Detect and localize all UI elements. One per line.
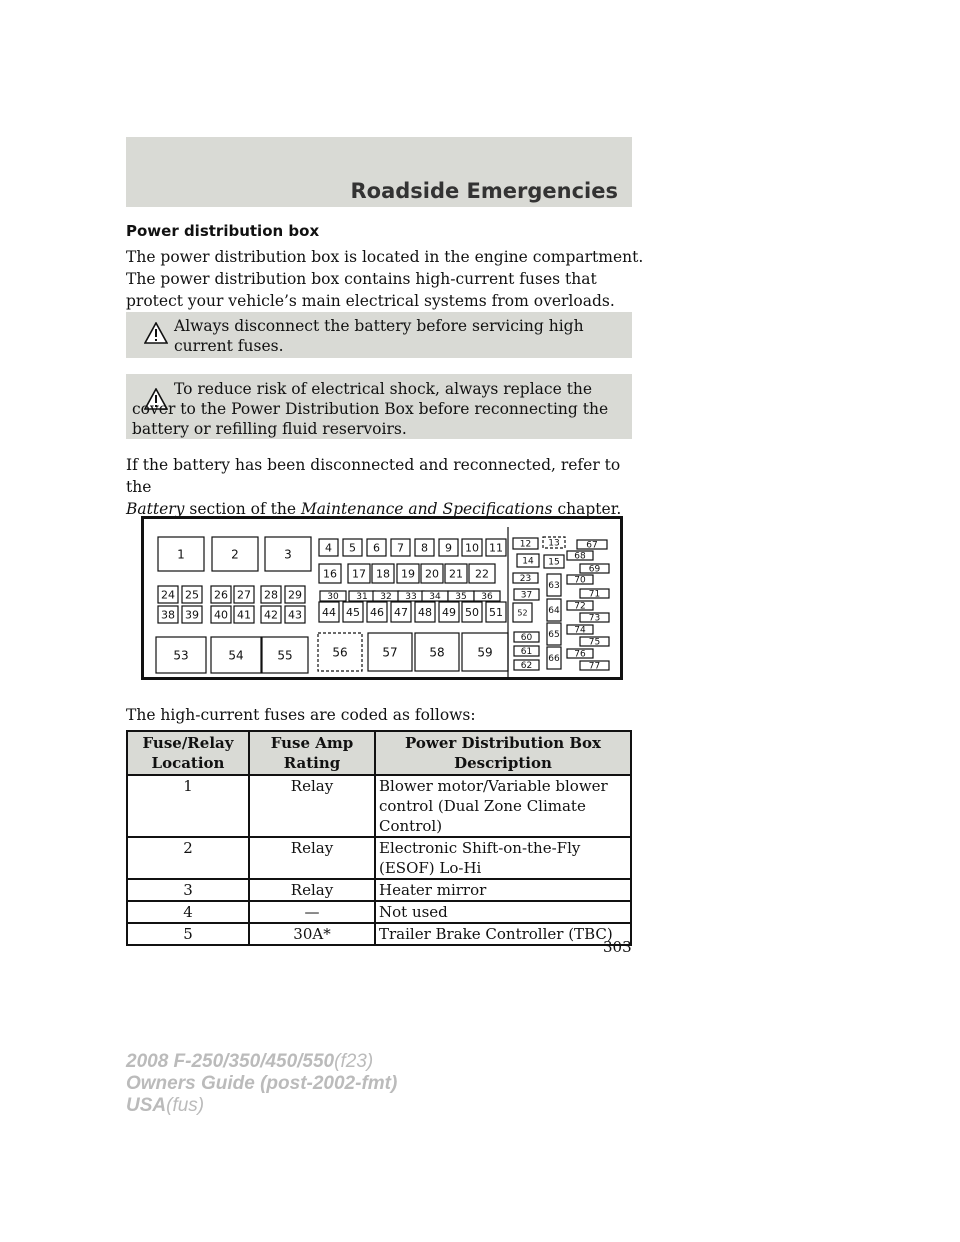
table-row [127, 837, 631, 879]
table-row [127, 879, 631, 901]
fuse-label: 48 [418, 605, 432, 619]
fuse-label: 71 [588, 589, 601, 600]
fuse-label: 14 [522, 556, 534, 567]
cell-rating: Relay [249, 775, 375, 837]
fuse-label: 43 [288, 608, 302, 622]
cell-description: Electronic Shift-on-the-Fly (ESOF) Lo-Hi [375, 837, 631, 879]
warning-triangle-icon [144, 322, 168, 344]
fuse-label: 54 [228, 648, 244, 663]
footer-market: USA [126, 1095, 167, 1116]
fuse-label: 73 [588, 613, 601, 624]
footer-market-code: (fus) [166, 1095, 205, 1116]
cell-rating: Relay [249, 837, 375, 879]
fuse-label: 65 [548, 630, 560, 641]
fuse-label: 8 [421, 541, 428, 555]
battery-note-before: If the battery has been disconnected and reconnected, refer to the [126, 456, 621, 496]
fuse-label: 77 [588, 661, 601, 672]
fuse-label: 5 [349, 541, 356, 555]
cell-location: 3 [127, 879, 249, 901]
fuse-label: 49 [442, 605, 456, 619]
fuse-label: 26 [214, 588, 228, 602]
footer-model-code: (f23) [334, 1051, 374, 1072]
cell-description: Heater mirror [375, 879, 631, 901]
header-rating: Fuse Amp Rating [249, 731, 375, 775]
fuse-label: 23 [519, 574, 532, 585]
fuse-label: 4 [325, 541, 332, 555]
fuse-label: 46 [370, 605, 384, 619]
header-description: Power Distribution Box Description [375, 731, 631, 775]
fuse-label: 53 [173, 648, 189, 663]
battery-ref: Battery [126, 500, 185, 518]
fuse-label: 22 [475, 567, 489, 581]
fuse-label: 57 [382, 645, 398, 660]
cell-location: 2 [127, 837, 249, 879]
fuse-label: 10 [465, 541, 479, 555]
chapter-ref: Maintenance and Specifications [300, 500, 553, 518]
fuse-label: 51 [489, 605, 503, 619]
fuse-label: 25 [185, 588, 199, 602]
battery-note-middle: section of the [189, 500, 296, 518]
fuse-label: 1 [177, 547, 185, 562]
fuse-label: 33 [405, 592, 417, 603]
warning-text-1: Always disconnect the battery before servicing high current fuses. [174, 317, 584, 355]
fuse-label: 52 [517, 608, 528, 618]
cell-description: Trailer Brake Controller (TBC) [375, 923, 631, 945]
footer-model: 2008 F-250/350/450/550 [126, 1051, 335, 1072]
fuse-label: 30 [327, 592, 339, 603]
fuse-label: 76 [574, 649, 586, 660]
fuse-label: 13 [548, 538, 560, 549]
chapter-title: Roadside Emergencies [350, 179, 618, 203]
fuse-label: 34 [429, 592, 441, 603]
cell-location: 1 [127, 775, 249, 837]
page-number: 303 [603, 938, 632, 956]
cell-location: 5 [127, 923, 249, 945]
fuse-label: 75 [588, 637, 601, 648]
fuse-label: 56 [332, 645, 348, 660]
cell-rating: Relay [249, 879, 375, 901]
warning-text-2: To reduce risk of electrical shock, always replace the cover to the Power Distribution Box before reconnecting the battery or refilling fluid reservoirs. [132, 380, 609, 438]
fuse-label: 7 [397, 541, 404, 555]
table-row [127, 775, 631, 837]
fuse-box-svg [144, 519, 620, 677]
fuse-box-diagram [141, 516, 623, 680]
fuse-label: 32 [380, 592, 392, 603]
fuse-label: 36 [481, 592, 493, 603]
fuse-label: 67 [586, 540, 598, 551]
header-location: Fuse/Relay Location [127, 731, 249, 775]
footer-guide: Owners Guide (post-2002-fmt) [126, 1073, 398, 1094]
fuse-label: 70 [574, 575, 586, 586]
fuse-label: 42 [264, 608, 278, 622]
table-header-row [127, 731, 631, 775]
fuse-label: 74 [574, 625, 586, 636]
fuse-label: 16 [323, 567, 337, 581]
fuse-label: 50 [465, 605, 479, 619]
fuse-label: 68 [574, 551, 586, 562]
fuse-label: 24 [161, 588, 175, 602]
warning-box-2 [126, 374, 632, 439]
fuse-label: 3 [284, 547, 292, 562]
fuse-label: 38 [161, 608, 175, 622]
fuse-label: 31 [356, 592, 368, 603]
table-row [127, 923, 631, 945]
fuse-label: 55 [277, 648, 293, 663]
fuse-table [126, 730, 632, 946]
fuse-label: 44 [322, 605, 336, 619]
fuse-label: 47 [394, 605, 408, 619]
fuse-label: 28 [264, 588, 278, 602]
fuse-label: 72 [574, 601, 586, 612]
fuse-label: 37 [520, 590, 533, 601]
fuse-label: 41 [237, 608, 251, 622]
fuse-label: 11 [489, 541, 503, 555]
fuse-label: 63 [548, 581, 560, 592]
fuse-label: 19 [401, 567, 415, 581]
fuse-label: 58 [429, 645, 445, 660]
fuse-label: 60 [520, 633, 533, 644]
fuse-label: 15 [548, 557, 560, 568]
fuse-label: 40 [214, 608, 228, 622]
fuse-label: 12 [519, 539, 532, 550]
fuse-label: 6 [373, 541, 380, 555]
cell-location: 4 [127, 901, 249, 923]
cell-description: Not used [375, 901, 631, 923]
fuse-label: 2 [231, 547, 239, 562]
intro-paragraph: The power distribution box is located in the engine compartment. The power distribution box contains high-current fuses that protect your vehicle’s main electrical systems from overloads. [126, 248, 644, 310]
cell-rating: 30A* [249, 923, 375, 945]
header-bar [126, 137, 632, 207]
warning-box-1 [126, 312, 632, 358]
cell-description: Blower motor/Variable blower control (Dual Zone Climate Control) [375, 775, 631, 837]
fuse-label: 18 [376, 567, 390, 581]
fuse-label: 27 [237, 588, 251, 602]
section-heading: Power distribution box [126, 222, 320, 240]
fuse-label: 20 [425, 567, 439, 581]
table-row [127, 901, 631, 923]
fuse-label: 17 [352, 567, 366, 581]
fuse-label: 45 [346, 605, 360, 619]
footer-imprint [126, 1051, 397, 1117]
fuse-label: 66 [548, 654, 560, 665]
battery-note-after: chapter. [557, 500, 622, 518]
fuse-label: 59 [477, 645, 493, 660]
fuse-label: 69 [588, 564, 601, 575]
fuse-label: 9 [445, 541, 452, 555]
table-intro: The high-current fuses are coded as follows: [126, 706, 476, 724]
fuse-label: 35 [455, 592, 467, 603]
fuse-label: 21 [449, 567, 463, 581]
fuse-label: 29 [288, 588, 302, 602]
fuse-label: 61 [520, 647, 533, 658]
fuse-label: 64 [548, 606, 560, 617]
cell-rating: — [249, 901, 375, 923]
battery-note [126, 454, 646, 520]
fuse-label: 39 [185, 608, 199, 622]
fuse-label: 62 [520, 661, 533, 672]
